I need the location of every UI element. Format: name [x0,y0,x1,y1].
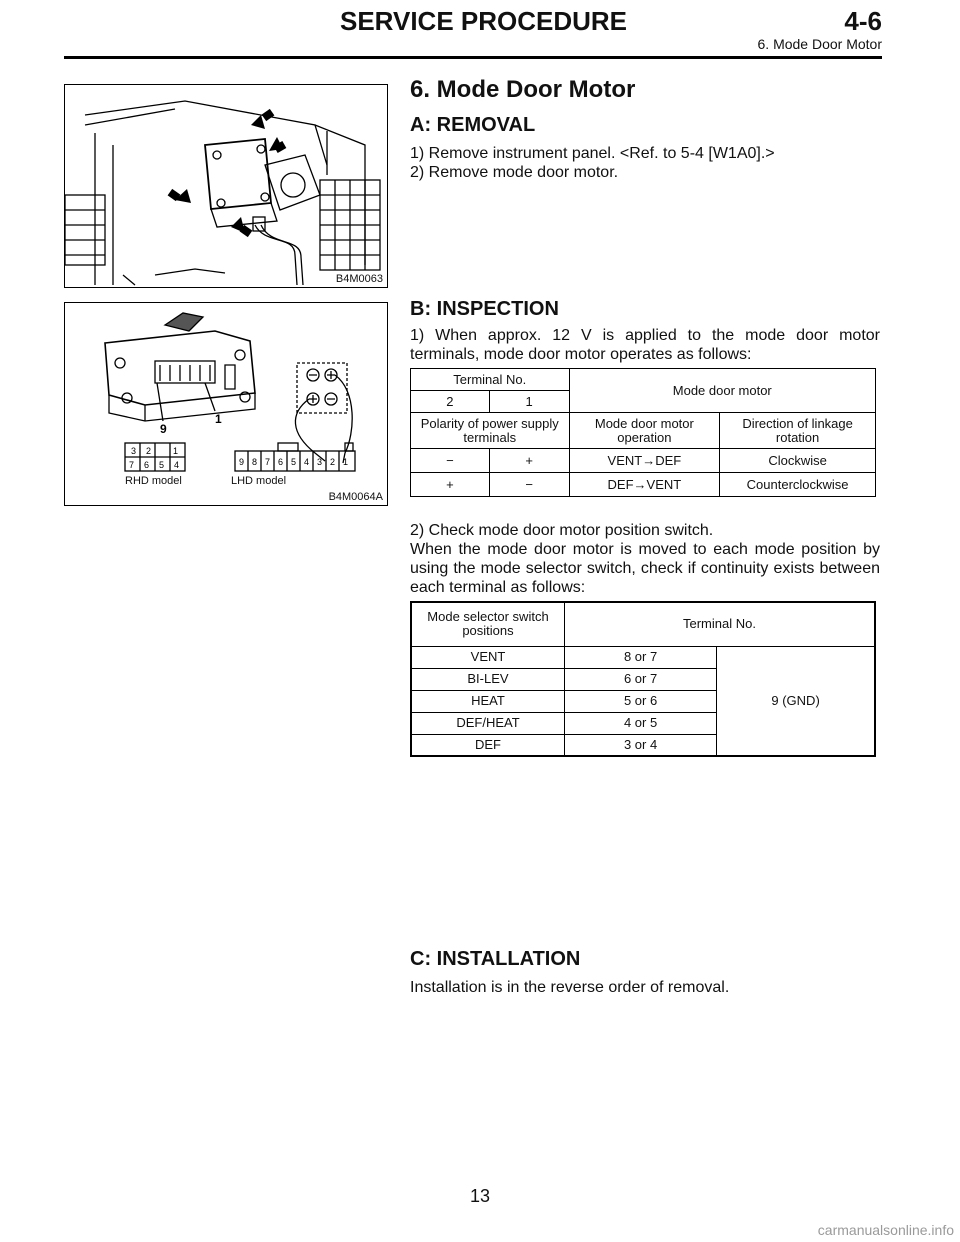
table-cell: 6 or 7 [564,668,716,690]
table-cell: 3 or 4 [564,734,716,756]
table-row [411,646,875,668]
table-cell: + [489,449,569,473]
header-title: SERVICE PROCEDURE [340,6,628,36]
table-cell: + [411,473,490,497]
figure-code: B4M0063 [335,273,383,285]
lhd-pin: 3 [317,457,323,467]
inspection-heading: B: INSPECTION [410,298,559,320]
rhd-pin: 3 [131,446,137,456]
figure-code: B4M0064A [328,491,383,503]
removal-heading: A: REMOVAL [410,114,536,136]
table-cell: 5 or 6 [564,690,716,712]
page-number: 13 [469,1186,491,1206]
inspection-illustration [65,303,387,505]
table-header: Polarity of power supply terminals [411,413,570,449]
rhd-pin: 5 [159,460,165,470]
header-rule [64,56,882,59]
gnd-cell: 9 (GND) [717,646,875,756]
inspection-step-1: 1) When approx. 12 V is applied to the mode door motor terminals, mode door motor operates as follows: [410,327,880,363]
motor-operation-table [410,368,876,497]
table-cell: VENT [411,646,564,668]
section-number: 4-6 [844,6,882,36]
table-cell: DEF→VENT [569,473,720,497]
lhd-model-label: LHD model [231,475,287,487]
table-cell: DEF/HEAT [411,712,564,734]
table-cell: − [411,449,490,473]
page-title: 6. Mode Door Motor [410,76,636,103]
table-header: Direction of linkage rotation [720,413,876,449]
table-cell: 8 or 7 [564,646,716,668]
rhd-pin: 2 [146,446,152,456]
callout-9: 9 [160,422,167,436]
table-row [411,449,876,473]
inspection-step-2: 2) Check mode door motor position switch. [410,522,714,539]
table-row [411,473,876,497]
lhd-pin: 9 [239,457,245,467]
removal-step-2: 2) Remove mode door motor. [410,164,619,181]
table-cell: Clockwise [720,449,876,473]
table-cell: DEF [411,734,564,756]
lhd-pin: 6 [278,457,284,467]
table-header: Terminal No. [564,602,875,646]
removal-step-1: 1) Remove instrument panel. <Ref. to 5-4 [W1A0].> [410,145,775,162]
rhd-pin: 4 [174,460,180,470]
table-header: 2 [411,391,490,413]
position-switch-table [410,601,876,757]
inspection-figure [64,302,388,506]
lhd-pin: 8 [252,457,258,467]
installation-heading: C: INSTALLATION [410,948,581,970]
table-header: Mode door motor operation [569,413,720,449]
table-cell: Counterclockwise [720,473,876,497]
removal-figure [64,84,388,288]
table-cell: HEAT [411,690,564,712]
removal-illustration [65,85,387,287]
table-header: Mode selector switch positions [411,602,564,646]
rhd-pin: 1 [173,446,179,456]
header-subtitle: 6. Mode Door Motor [757,36,882,52]
installation-body: Installation is in the reverse order of removal. [410,979,730,996]
callout-1: 1 [215,412,222,426]
table-header: Terminal No. [411,369,570,391]
lhd-pin: 2 [330,457,336,467]
rhd-model-label: RHD model [125,475,182,487]
table-header: 1 [489,391,569,413]
lhd-pin: 7 [265,457,271,467]
lhd-pin: 4 [304,457,310,467]
table-header: Mode door motor [569,369,875,413]
lhd-pin: 1 [343,457,349,467]
watermark: carmanualsonline.info [817,1222,954,1238]
table-cell: 4 or 5 [564,712,716,734]
rhd-pin: 7 [129,460,135,470]
table-cell: VENT→DEF [569,449,720,473]
inspection-step-2-body: When the mode door motor is moved to each mode position by using the mode selector switch, check if continuity exists between each terminal as follows: [410,541,880,596]
table-cell: − [489,473,569,497]
table-cell: BI-LEV [411,668,564,690]
lhd-pin: 5 [291,457,297,467]
rhd-pin: 6 [144,460,150,470]
